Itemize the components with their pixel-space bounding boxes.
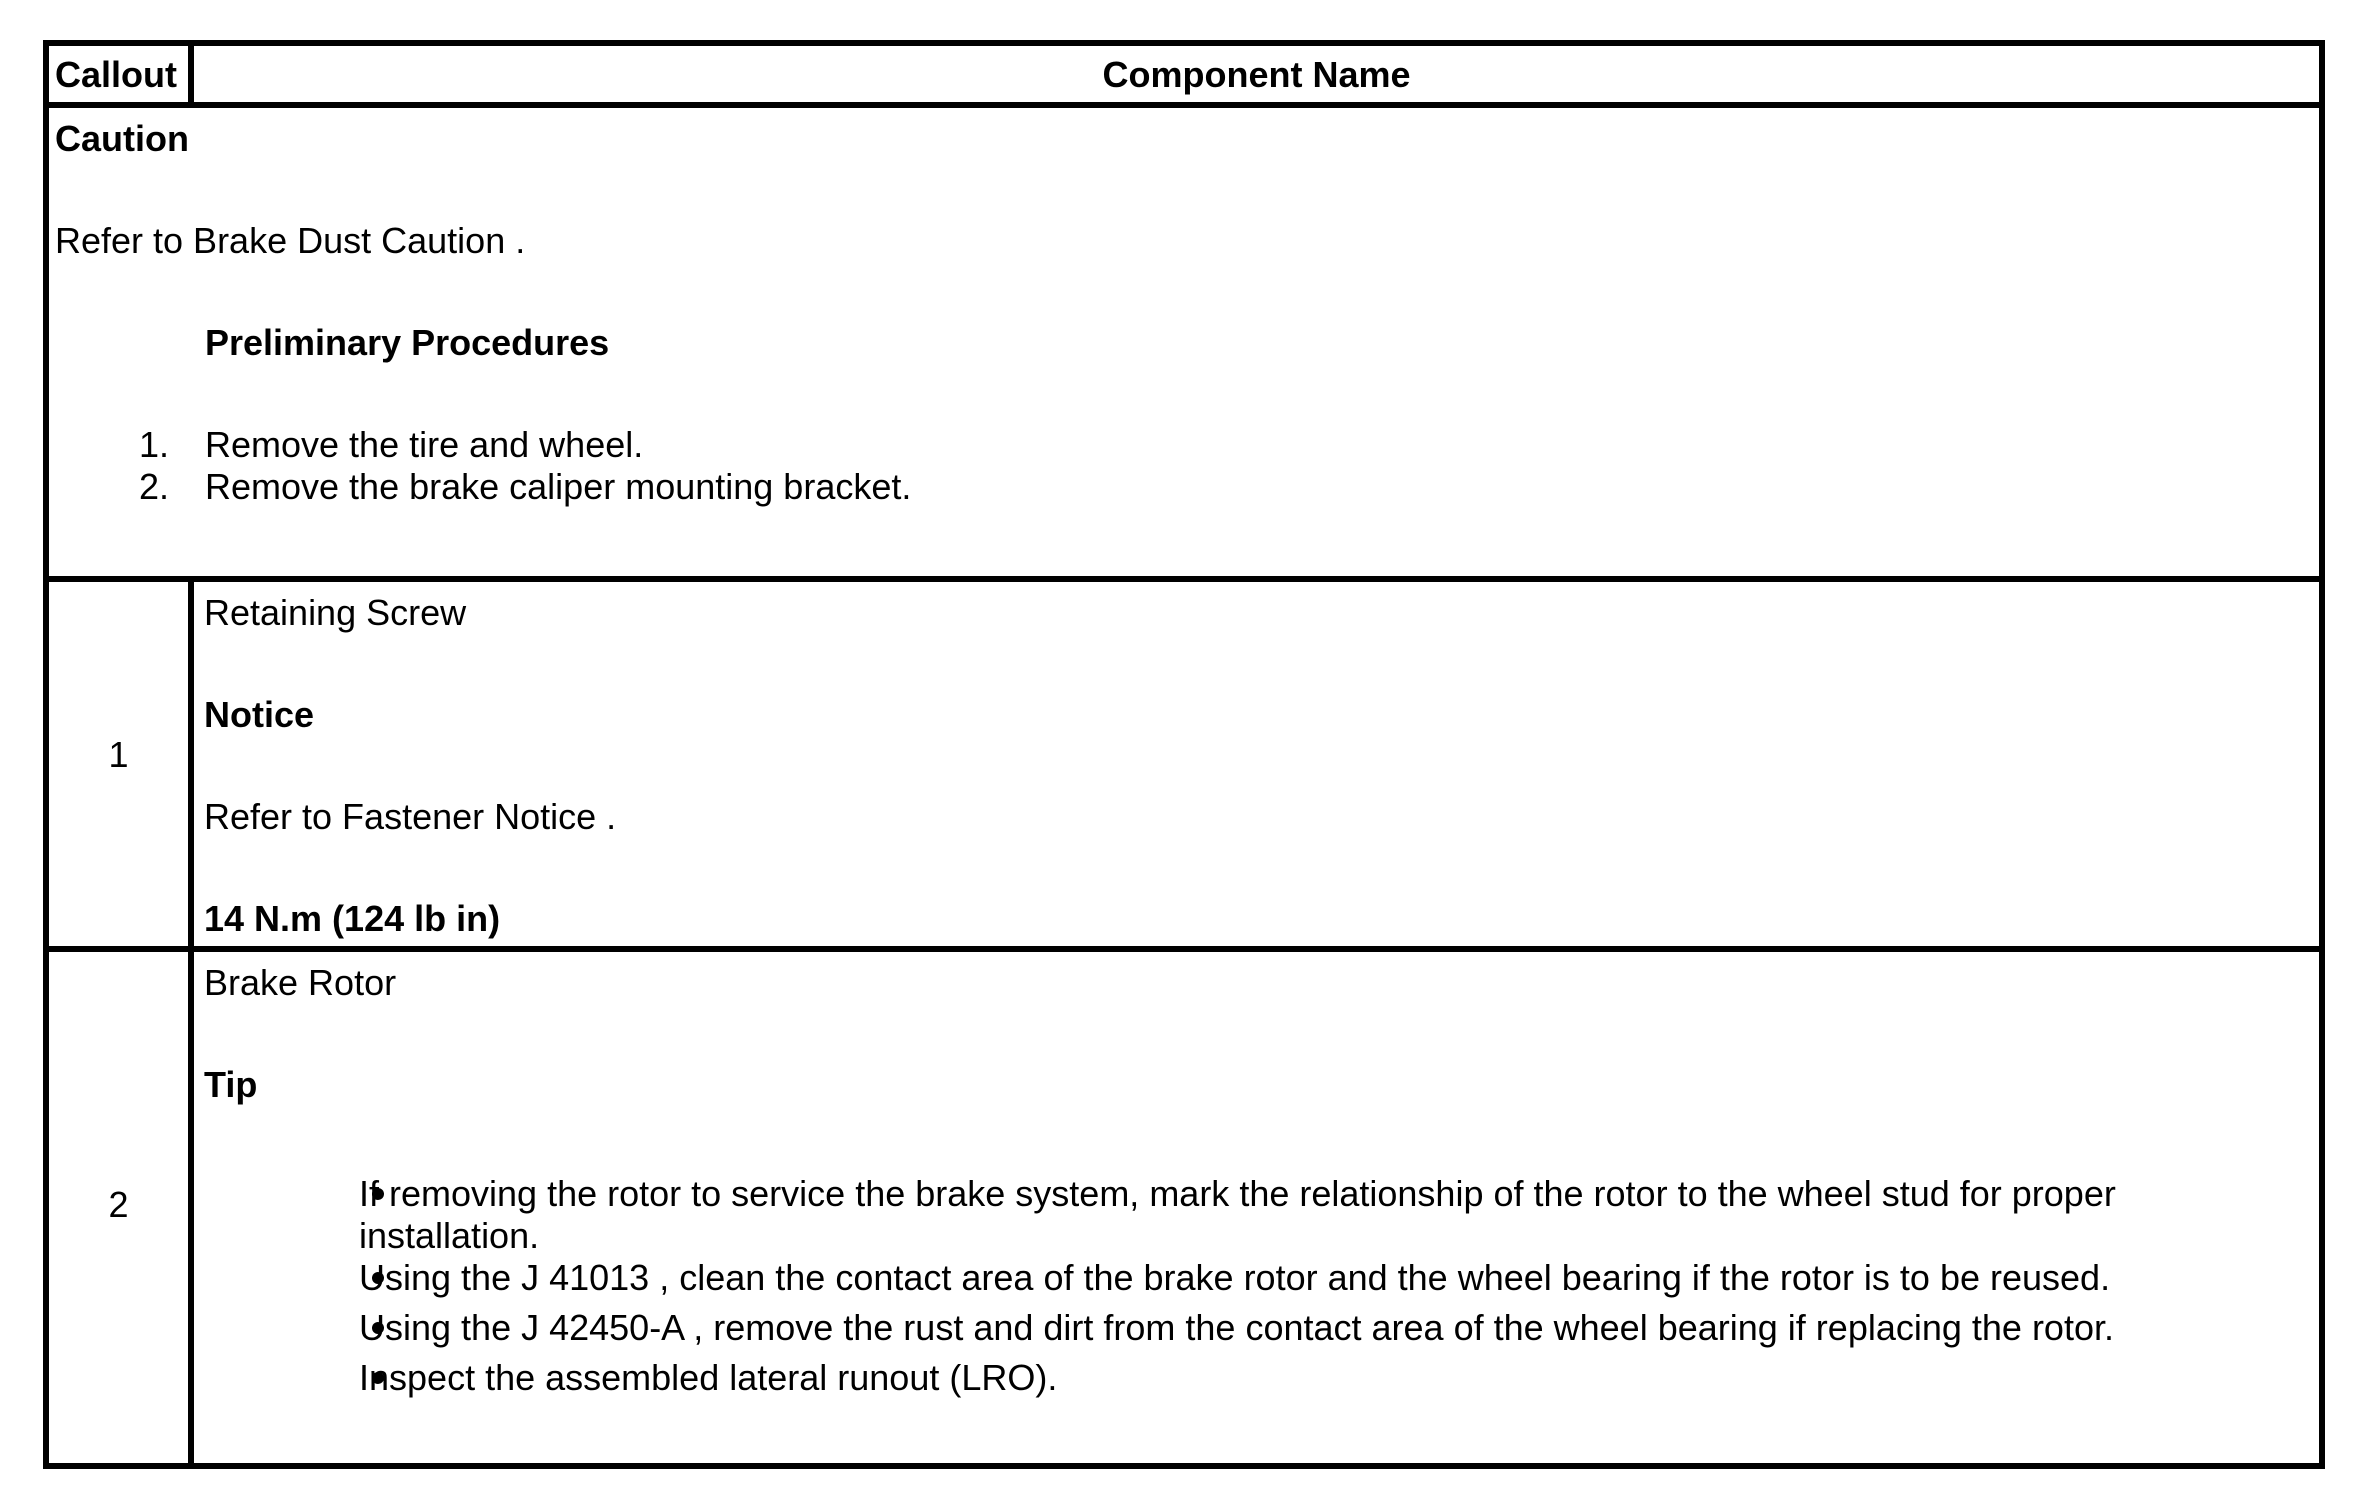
callout-number: 1: [108, 734, 129, 775]
table-row: [49, 952, 2319, 1469]
caution-reference: Refer to Brake Dust Caution .: [55, 220, 526, 261]
component-table: [43, 40, 2325, 1469]
tip-text: Using the J 42450-A , remove the rust and dirt from the contact area of the wheel bearing if replacing the rotor.: [359, 1307, 2114, 1348]
step-text: Remove the tire and wheel.: [205, 424, 644, 465]
component-cell: [194, 952, 2319, 1469]
callout-column-header: Callout: [55, 54, 177, 95]
callout-cell: [49, 582, 194, 946]
callout-number: 2: [108, 1184, 129, 1225]
notice-heading: Notice: [204, 694, 315, 735]
callout-header-cell: [49, 46, 194, 102]
notice-text: Refer to Fastener Notice .: [204, 796, 617, 837]
component-name-column-header: Component Name: [1102, 54, 1411, 95]
step-number: 1.: [138, 424, 169, 465]
caution-heading: Caution: [55, 118, 189, 159]
preliminary-procedures-heading: Preliminary Procedures: [205, 322, 610, 363]
torque-spec: 14 N.m (124 lb in): [204, 898, 501, 939]
component-name: Retaining Screw: [204, 592, 467, 633]
callout-cell: [49, 952, 194, 1469]
step-number: 2.: [138, 466, 169, 507]
tip-text: Using the J 41013 , clean the contact area of the brake rotor and the wheel bearing if the rotor is to be reused.: [359, 1257, 2111, 1298]
table-header-row: [49, 46, 2319, 108]
caution-row: [49, 108, 2319, 582]
tip-text: If removing the rotor to service the brake system, mark the relationship of the rotor to the wheel stud for proper installation.: [359, 1173, 2116, 1256]
tip-text: Inspect the assembled lateral runout (LRO).: [359, 1357, 1058, 1398]
component-name: Brake Rotor: [204, 962, 397, 1003]
table-row: [49, 582, 2319, 952]
component-cell: [194, 582, 2319, 946]
step-text: Remove the brake caliper mounting bracket.: [205, 466, 912, 507]
component-header-cell: [194, 46, 2319, 102]
tip-heading: Tip: [204, 1064, 258, 1105]
